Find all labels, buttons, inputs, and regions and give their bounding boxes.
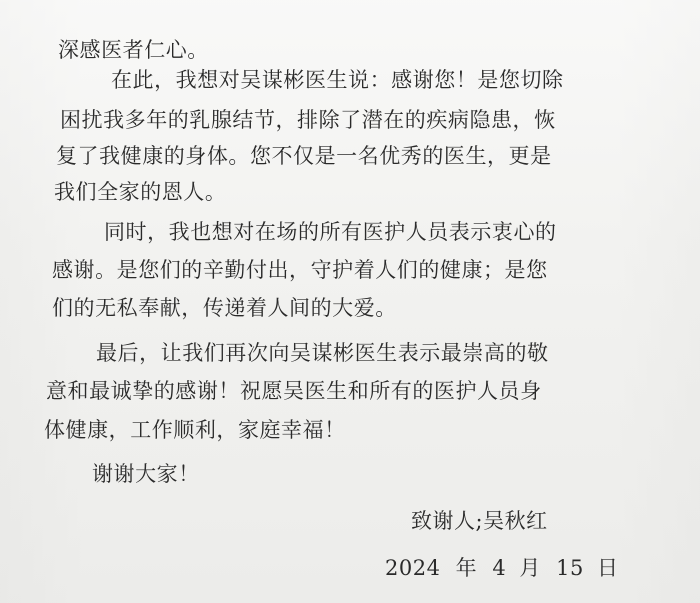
letter-line-2: 在此，我想对吴谋彬医生说：感谢您！是您切除 — [111, 68, 564, 92]
letter-line-5: 我们全家的恩人。 — [54, 180, 227, 204]
letter-line-9: 最后，让我们再次向吴谋彬医生表示最崇高的敬 — [96, 341, 549, 365]
date-year: 2024 — [385, 556, 441, 580]
letter-line-6: 同时，我也想对在场的所有医护人员表示衷心的 — [104, 220, 557, 244]
letter-date — [385, 558, 619, 579]
signature: 致谢人;吴秋红 — [411, 509, 548, 533]
date-day-unit: 日 — [597, 556, 619, 580]
date-month-unit: 月 — [519, 556, 541, 580]
date-year-unit: 年 — [455, 556, 478, 580]
letter-line-8: 们的无私奉献，传递着人间的大爱。 — [52, 296, 397, 320]
date-day: 15 — [556, 556, 584, 580]
letter-line-7: 感谢。是您们的辛勤付出，守护着人们的健康；是您 — [52, 258, 548, 282]
letter-line-10: 意和最诚挚的感谢！祝愿吴医生和所有的医护人员身 — [46, 379, 542, 403]
date-month: 4 — [492, 556, 507, 580]
letter-line-3: 困扰我多年的乳腺结节，排除了潜在的疾病隐患，恢 — [60, 108, 556, 132]
letter-line-4: 复了我健康的身体。您不仅是一名优秀的医生，更是 — [56, 144, 552, 168]
letter-line-12: 谢谢大家！ — [92, 462, 200, 486]
letter-line-1: 深感医者仁心。 — [58, 38, 209, 62]
letter-line-11: 体健康，工作顺利，家庭幸福！ — [44, 418, 346, 442]
